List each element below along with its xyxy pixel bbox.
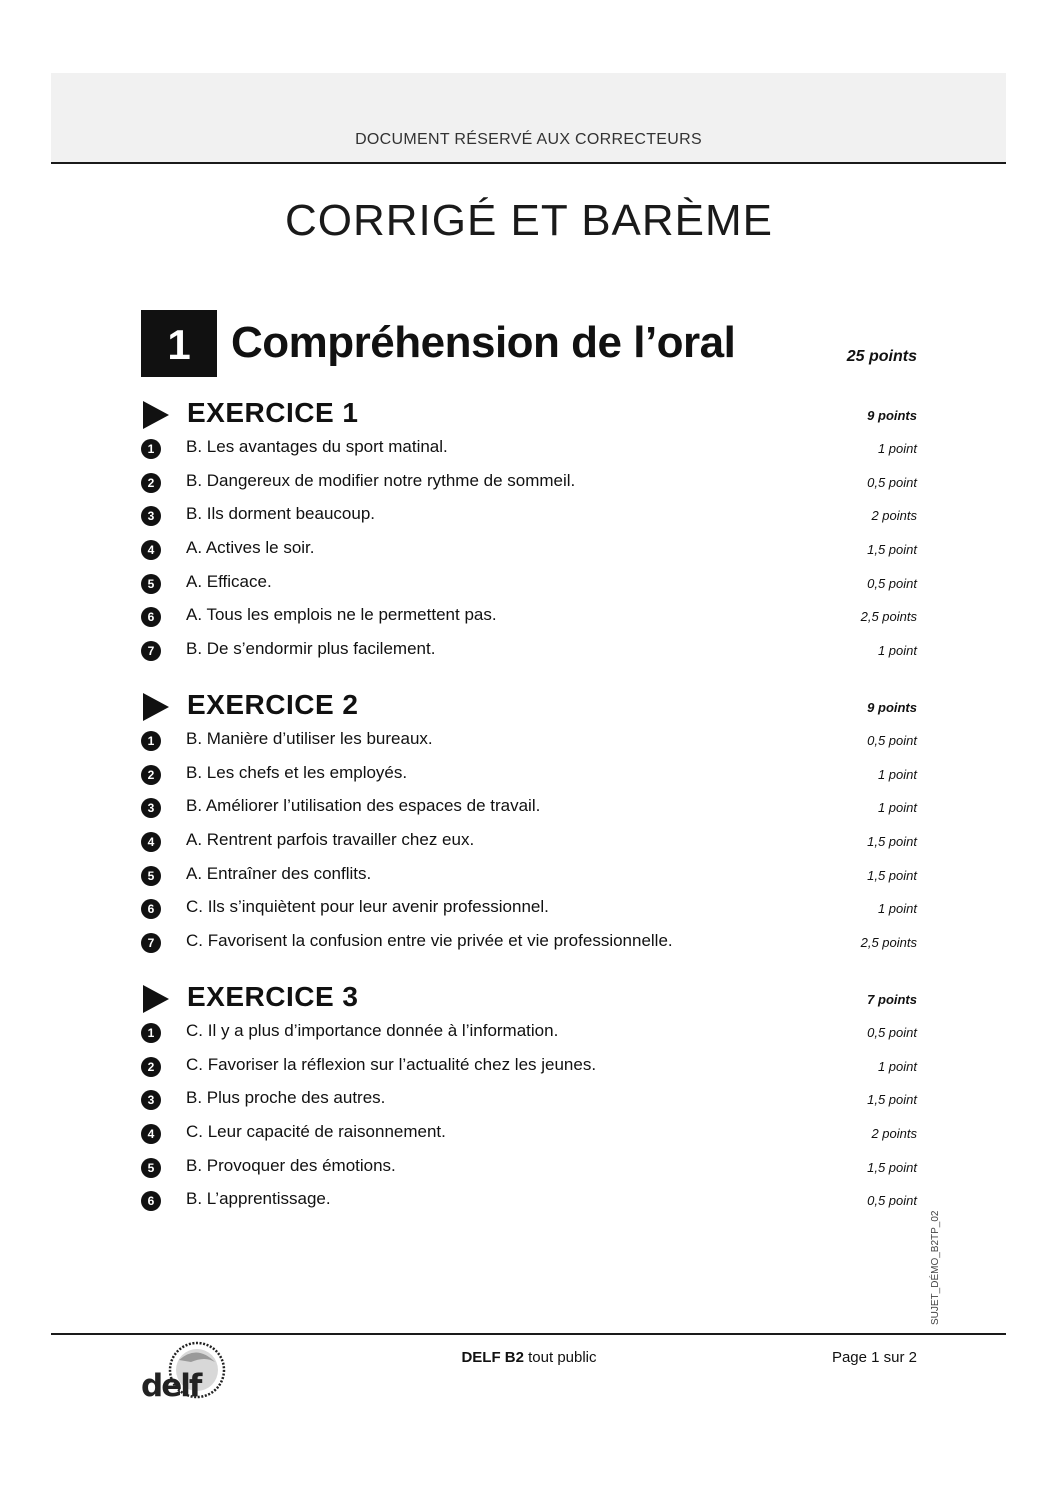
answer-text: C. Favoriser la réflexion sur l’actualité chez les jeunes. — [186, 1054, 597, 1074]
question-number-badge: 5 — [141, 574, 161, 594]
answer-row — [141, 602, 917, 636]
question-number-badge: 2 — [141, 1057, 161, 1077]
question-number-badge: 2 — [141, 473, 161, 493]
answer-points: 1 point — [877, 766, 917, 782]
reserved-label: DOCUMENT RÉSERVÉ AUX CORRECTEURS — [355, 131, 702, 148]
exercise-title: EXERCICE 2 — [187, 689, 359, 720]
exercise-title: EXERCICE 3 — [187, 981, 359, 1012]
answer-points: 0,5 point — [867, 575, 917, 591]
answer-points: 1 point — [877, 1058, 917, 1074]
answer-text: B. Les avantages du sport matinal. — [186, 437, 448, 456]
question-number-badge: 4 — [141, 540, 161, 560]
answer-row — [141, 894, 917, 928]
answer-points: 0,5 point — [867, 1025, 917, 1040]
answer-points: 1,5 point — [867, 867, 917, 883]
exam-name: DELF B2 — [461, 1349, 524, 1366]
answer-row — [141, 569, 917, 603]
question-number-badge: 1 — [141, 439, 161, 459]
question-number-badge: 7 — [141, 641, 161, 661]
exercise-2 — [141, 686, 917, 962]
answer-row — [141, 726, 917, 760]
answer-text: B. Provoquer des émotions. — [186, 1155, 396, 1175]
exercise-points: 7 points — [867, 992, 917, 1007]
answer-row — [141, 1186, 917, 1220]
answer-text: C. Leur capacité de raisonnement. — [186, 1122, 446, 1142]
question-number-badge: 2 — [141, 765, 161, 785]
answer-text: A. Rentrent parfois travailler chez eux. — [186, 830, 475, 850]
play-arrow-icon — [143, 401, 169, 429]
question-number-badge: 5 — [141, 1158, 161, 1178]
question-number-badge: 3 — [141, 506, 161, 526]
answer-row — [141, 535, 917, 569]
section-points: 25 points — [846, 348, 917, 365]
question-number-badge: 4 — [141, 832, 161, 852]
answer-text: A. Tous les emplois ne le permettent pas. — [186, 605, 497, 625]
question-number-badge: 4 — [141, 1124, 161, 1144]
exercise-title: EXERCICE 1 — [187, 397, 359, 428]
answer-text: A. Entraîner des conflits. — [186, 863, 372, 883]
exercise-points: 9 points — [867, 700, 917, 715]
answer-row — [141, 861, 917, 895]
answer-row — [141, 636, 917, 670]
answer-text: C. Il y a plus d’importance donnée à l’information. — [186, 1021, 559, 1040]
exercise-header — [141, 686, 917, 726]
page-number: Page 1 sur 2 — [831, 1349, 917, 1366]
answer-points: 0,5 point — [867, 474, 917, 490]
answer-text: B. Manière d’utiliser les bureaux. — [186, 729, 433, 748]
answer-points: 1,5 point — [867, 1092, 917, 1108]
question-number-badge: 1 — [141, 1023, 161, 1043]
play-arrow-icon — [143, 985, 169, 1013]
answer-points: 2,5 points — [860, 609, 917, 625]
answer-text: A. Actives le soir. — [186, 538, 315, 558]
header-band — [51, 73, 1006, 164]
question-number-badge: 6 — [141, 899, 161, 919]
answer-points: 1,5 point — [867, 1159, 917, 1175]
question-number-badge: 6 — [141, 607, 161, 627]
answer-points: 2 points — [871, 508, 917, 524]
exercise-header — [141, 978, 917, 1018]
answer-text: B. L’apprentissage. — [186, 1189, 331, 1209]
answer-row — [141, 1018, 917, 1052]
answer-text: B. Dangereux de modifier notre rythme de sommeil. — [186, 470, 576, 490]
answer-points: 1 point — [877, 901, 917, 917]
answer-text: B. Plus proche des autres. — [186, 1088, 386, 1108]
answer-points: 1 point — [877, 441, 917, 456]
answer-points: 1 point — [877, 800, 917, 816]
exercise-header — [141, 394, 917, 434]
answer-row — [141, 1119, 917, 1153]
question-number-badge: 7 — [141, 933, 161, 953]
question-number-badge: 5 — [141, 866, 161, 886]
play-arrow-icon — [143, 693, 169, 721]
answer-text: C. Favorisent la confusion entre vie privée et vie professionnelle. — [186, 931, 673, 951]
answer-points: 2,5 points — [860, 935, 917, 951]
section-title: Compréhension de l’oral — [231, 318, 736, 367]
answer-points: 1,5 point — [867, 834, 917, 850]
answer-text: A. Efficace. — [186, 571, 272, 591]
answer-row — [141, 928, 917, 962]
exercise-3 — [141, 978, 917, 1220]
answer-row — [141, 827, 917, 861]
question-number-badge: 3 — [141, 798, 161, 818]
answer-points: 2 points — [871, 1126, 917, 1142]
answer-row — [141, 434, 917, 468]
answer-row — [141, 793, 917, 827]
answer-row — [141, 501, 917, 535]
answer-row — [141, 468, 917, 502]
exercise-points: 9 points — [867, 408, 917, 423]
section-number: 1 — [141, 310, 217, 377]
question-number-badge: 1 — [141, 731, 161, 751]
answer-text: B. De s’endormir plus facilement. — [186, 639, 436, 659]
exam-audience: tout public — [528, 1349, 597, 1366]
question-number-badge: 6 — [141, 1191, 161, 1211]
section-header — [141, 310, 917, 378]
document-reference: SUJET_DÉMO_B2TP_02 — [930, 1210, 941, 1325]
document-title: CORRIGÉ ET BARÈME — [284, 196, 774, 245]
answer-row — [141, 1153, 917, 1187]
question-number-badge: 3 — [141, 1090, 161, 1110]
answer-text: B. Les chefs et les employés. — [186, 762, 408, 782]
footer-divider — [51, 1333, 1006, 1335]
answer-points: 0,5 point — [867, 733, 917, 748]
svg-text:delf: delf — [141, 1368, 201, 1404]
answer-points: 0,5 point — [867, 1193, 917, 1209]
answer-row — [141, 760, 917, 794]
answer-row — [141, 1052, 917, 1086]
answer-text: B. Ils dorment beaucoup. — [186, 504, 376, 524]
exercise-1 — [141, 394, 917, 670]
answer-points: 1 point — [877, 643, 917, 659]
answer-text: B. Améliorer l’utilisation des espaces de travail. — [186, 796, 541, 816]
answer-points: 1,5 point — [867, 542, 917, 558]
answer-row — [141, 1085, 917, 1119]
answer-text: C. Ils s’inquiètent pour leur avenir professionnel. — [186, 897, 549, 917]
